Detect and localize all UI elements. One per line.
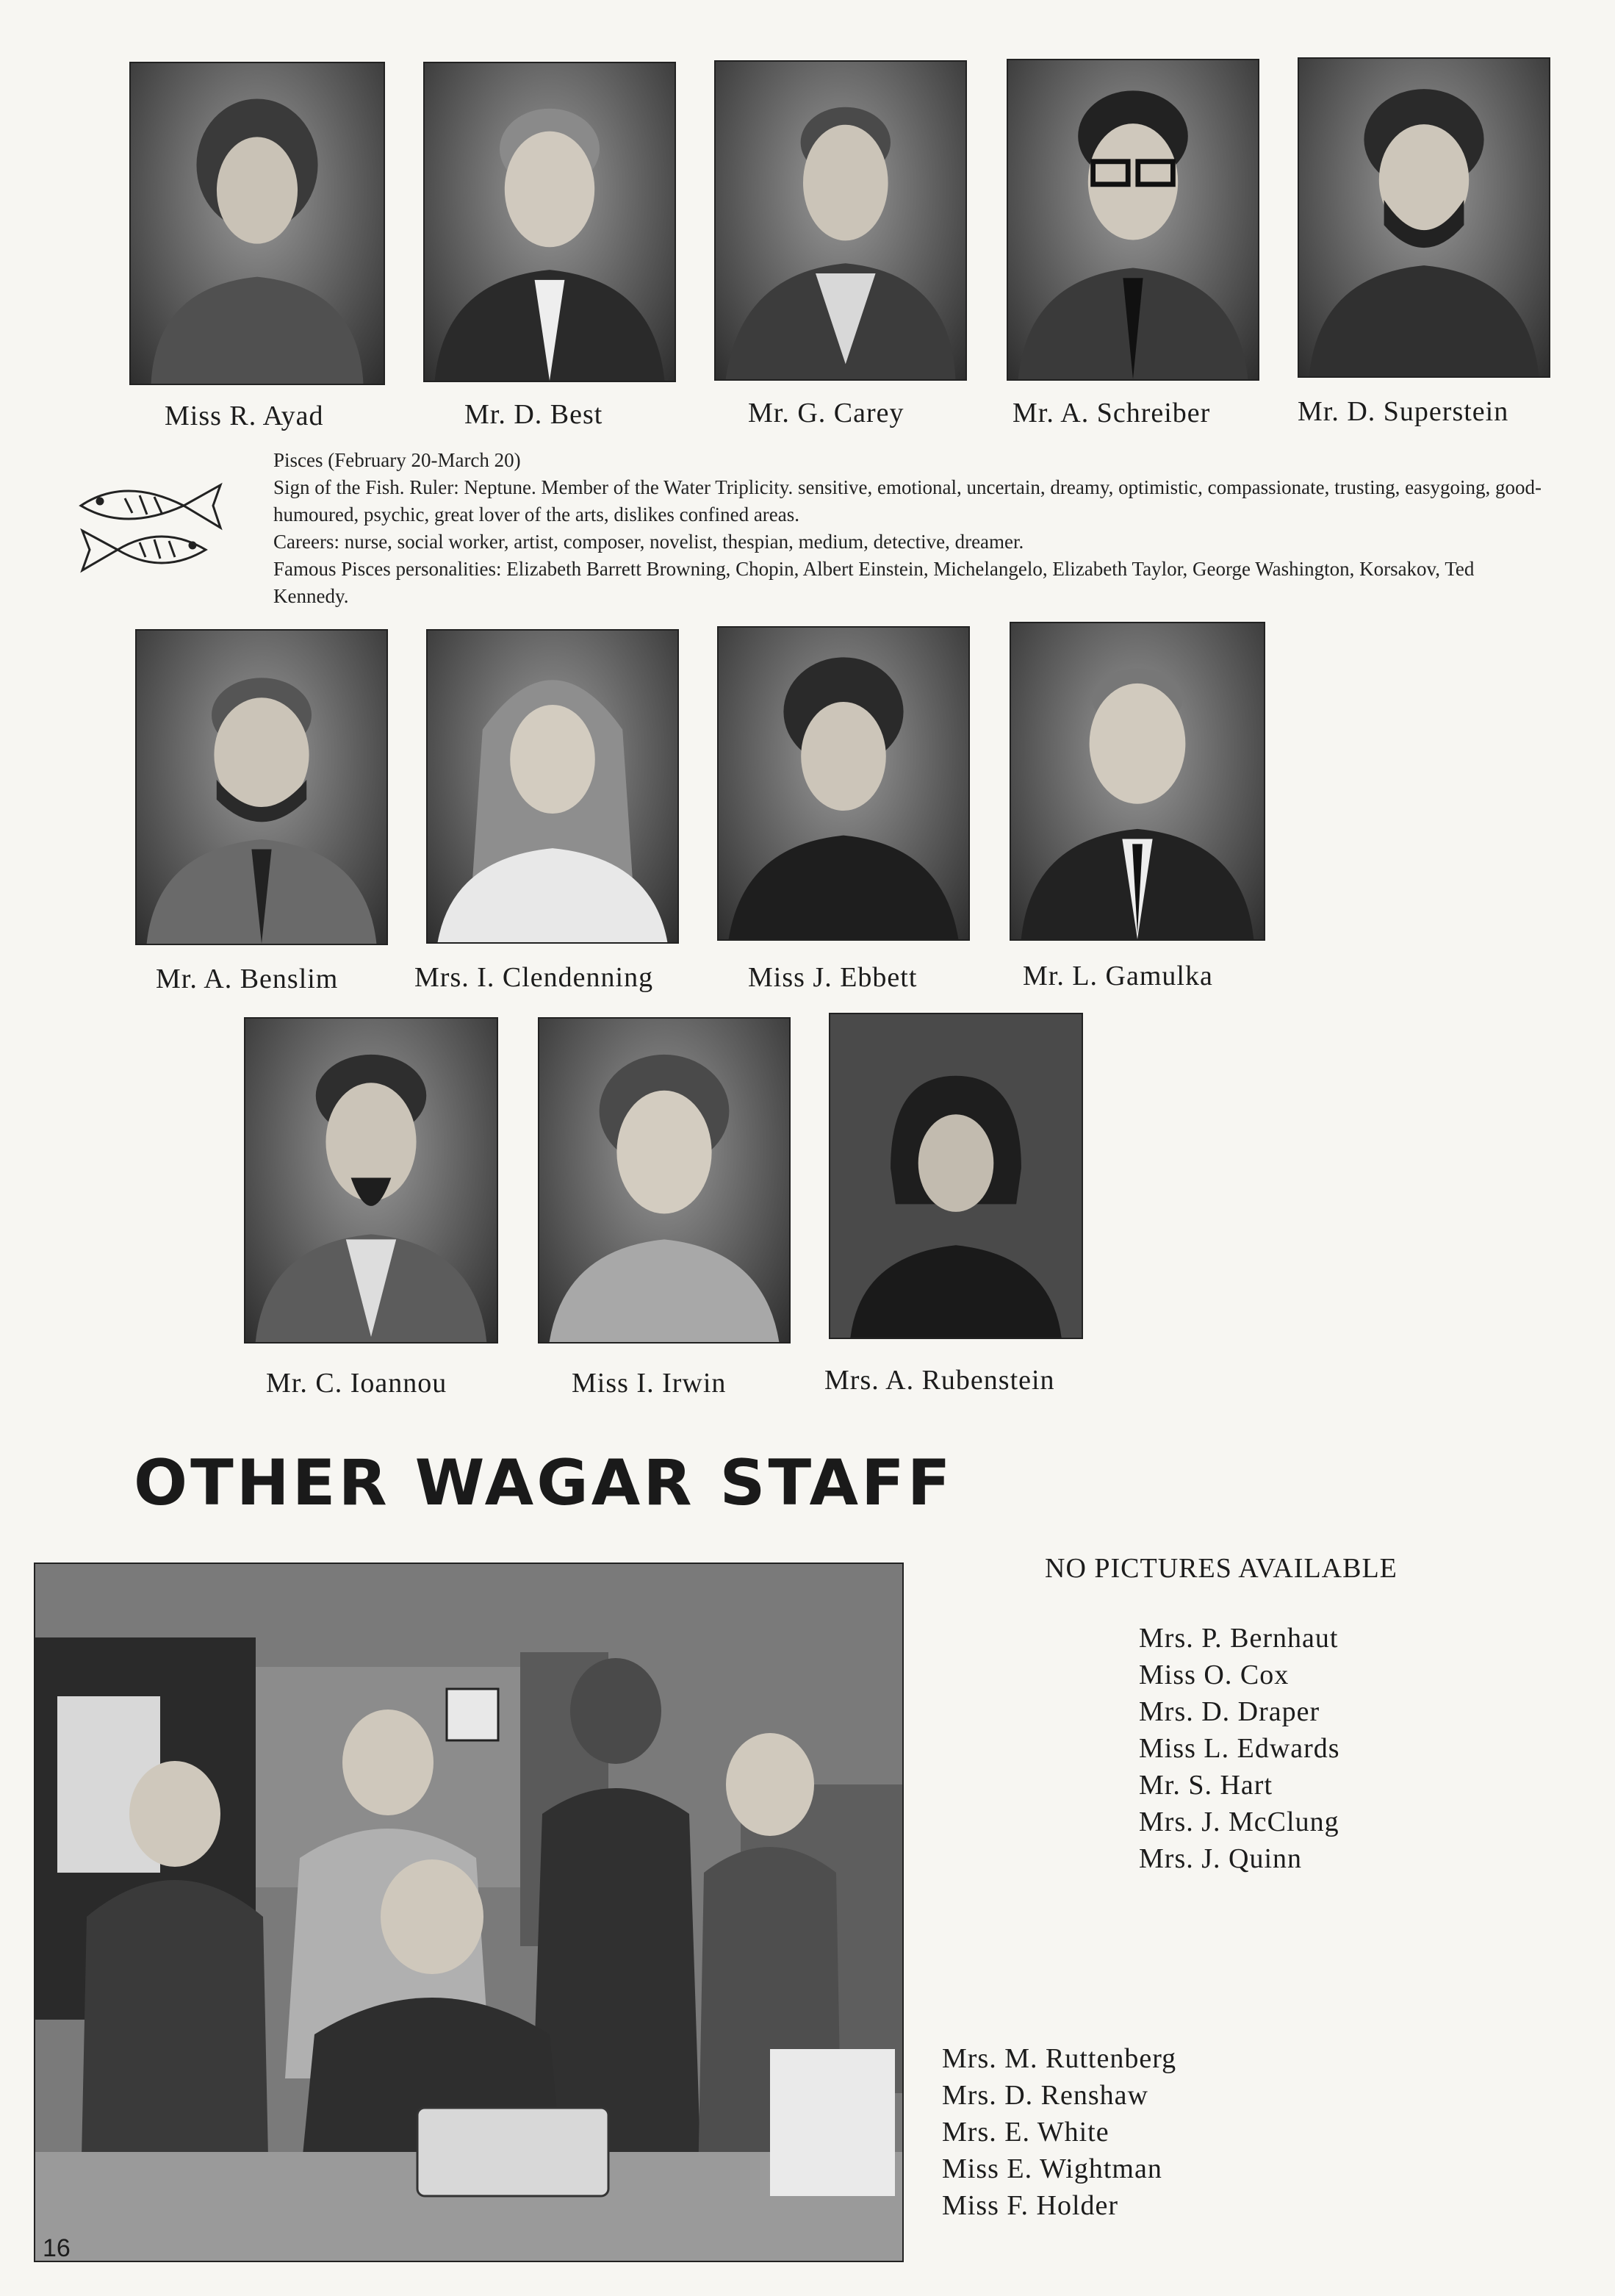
pisces-horoscope [273,447,1552,610]
portrait-ebbett [717,626,970,941]
list-item: Mrs. M. Ruttenberg [942,2043,1177,2074]
portrait-gamulka [1010,622,1265,941]
portrait-carey [714,60,967,381]
list-item: Mrs. D. Draper [1139,1696,1320,1727]
portrait-benslim [135,629,388,945]
group-photo [34,1563,904,2262]
portrait-irwin [538,1017,791,1343]
staff-list-group-photo [942,2040,1176,2224]
list-item: Mrs. P. Bernhaut [1139,1623,1339,1654]
pisces-careers: Careers: nurse, social worker, artist, composer, novelist, thespian, medium, detective, dreamer. [273,531,1024,553]
portrait-ayad [129,62,385,385]
portrait-superstein [1298,57,1550,378]
list-item: Miss E. Wightman [942,2153,1162,2184]
pisces-heading: Pisces (February 20-March 20) [273,449,521,471]
pisces-sign-description: Sign of the Fish. Ruler: Neptune. Member of the Water Triplicity. sensitive, emotional, uncertain, dreamy, optimistic, compassionate, trusting, easygoing, good-humoured, psychic, great lover of the arts, dislikes confined areas. [273,476,1542,525]
caption-benslim: Mr. A. Benslim [156,964,339,994]
list-item: Miss L. Edwards [1139,1733,1340,1764]
caption-ayad: Miss R. Ayad [165,401,324,431]
portrait-rubenstein [829,1013,1083,1339]
caption-ioannou: Mr. C. Ioannou [266,1368,447,1399]
staff-list-no-pictures [1139,1620,1340,1877]
list-item: Miss O. Cox [1139,1660,1290,1690]
pisces-famous: Famous Pisces personalities: Elizabeth Barrett Browning, Chopin, Albert Einstein, Michelangelo, Elizabeth Taylor, George Washington, Korsakov, Ted Kennedy. [273,558,1475,607]
page-number: 16 [43,2234,71,2262]
caption-clendenning: Mrs. I. Clendenning [414,962,654,993]
caption-gamulka: Mr. L. Gamulka [1023,961,1213,991]
portrait-best [423,62,676,382]
no-pictures-heading: NO PICTURES AVAILABLE [1045,1553,1398,1584]
list-item: Mrs. E. White [942,2117,1109,2148]
list-item: Mr. S. Hart [1139,1770,1273,1801]
caption-carey: Mr. G. Carey [748,398,904,428]
portrait-ioannou [244,1017,498,1343]
caption-ebbett: Miss J. Ebbett [748,962,918,993]
caption-best: Mr. D. Best [464,399,603,430]
caption-superstein: Mr. D. Superstein [1298,396,1509,427]
list-item: Mrs. J. McClung [1139,1807,1339,1837]
caption-rubenstein: Mrs. A. Rubenstein [824,1365,1055,1396]
list-item: Mrs. J. Quinn [1139,1843,1303,1874]
list-item: Mrs. D. Renshaw [942,2080,1148,2111]
portrait-clendenning [426,629,679,944]
section-heading: OTHER WAGAR STAFF [134,1446,954,1520]
caption-irwin: Miss I. Irwin [572,1368,727,1399]
list-item: Miss F. Holder [942,2190,1119,2221]
caption-schreiber: Mr. A. Schreiber [1012,398,1211,428]
portrait-schreiber [1007,59,1259,381]
pisces-fish-icon [73,469,228,594]
